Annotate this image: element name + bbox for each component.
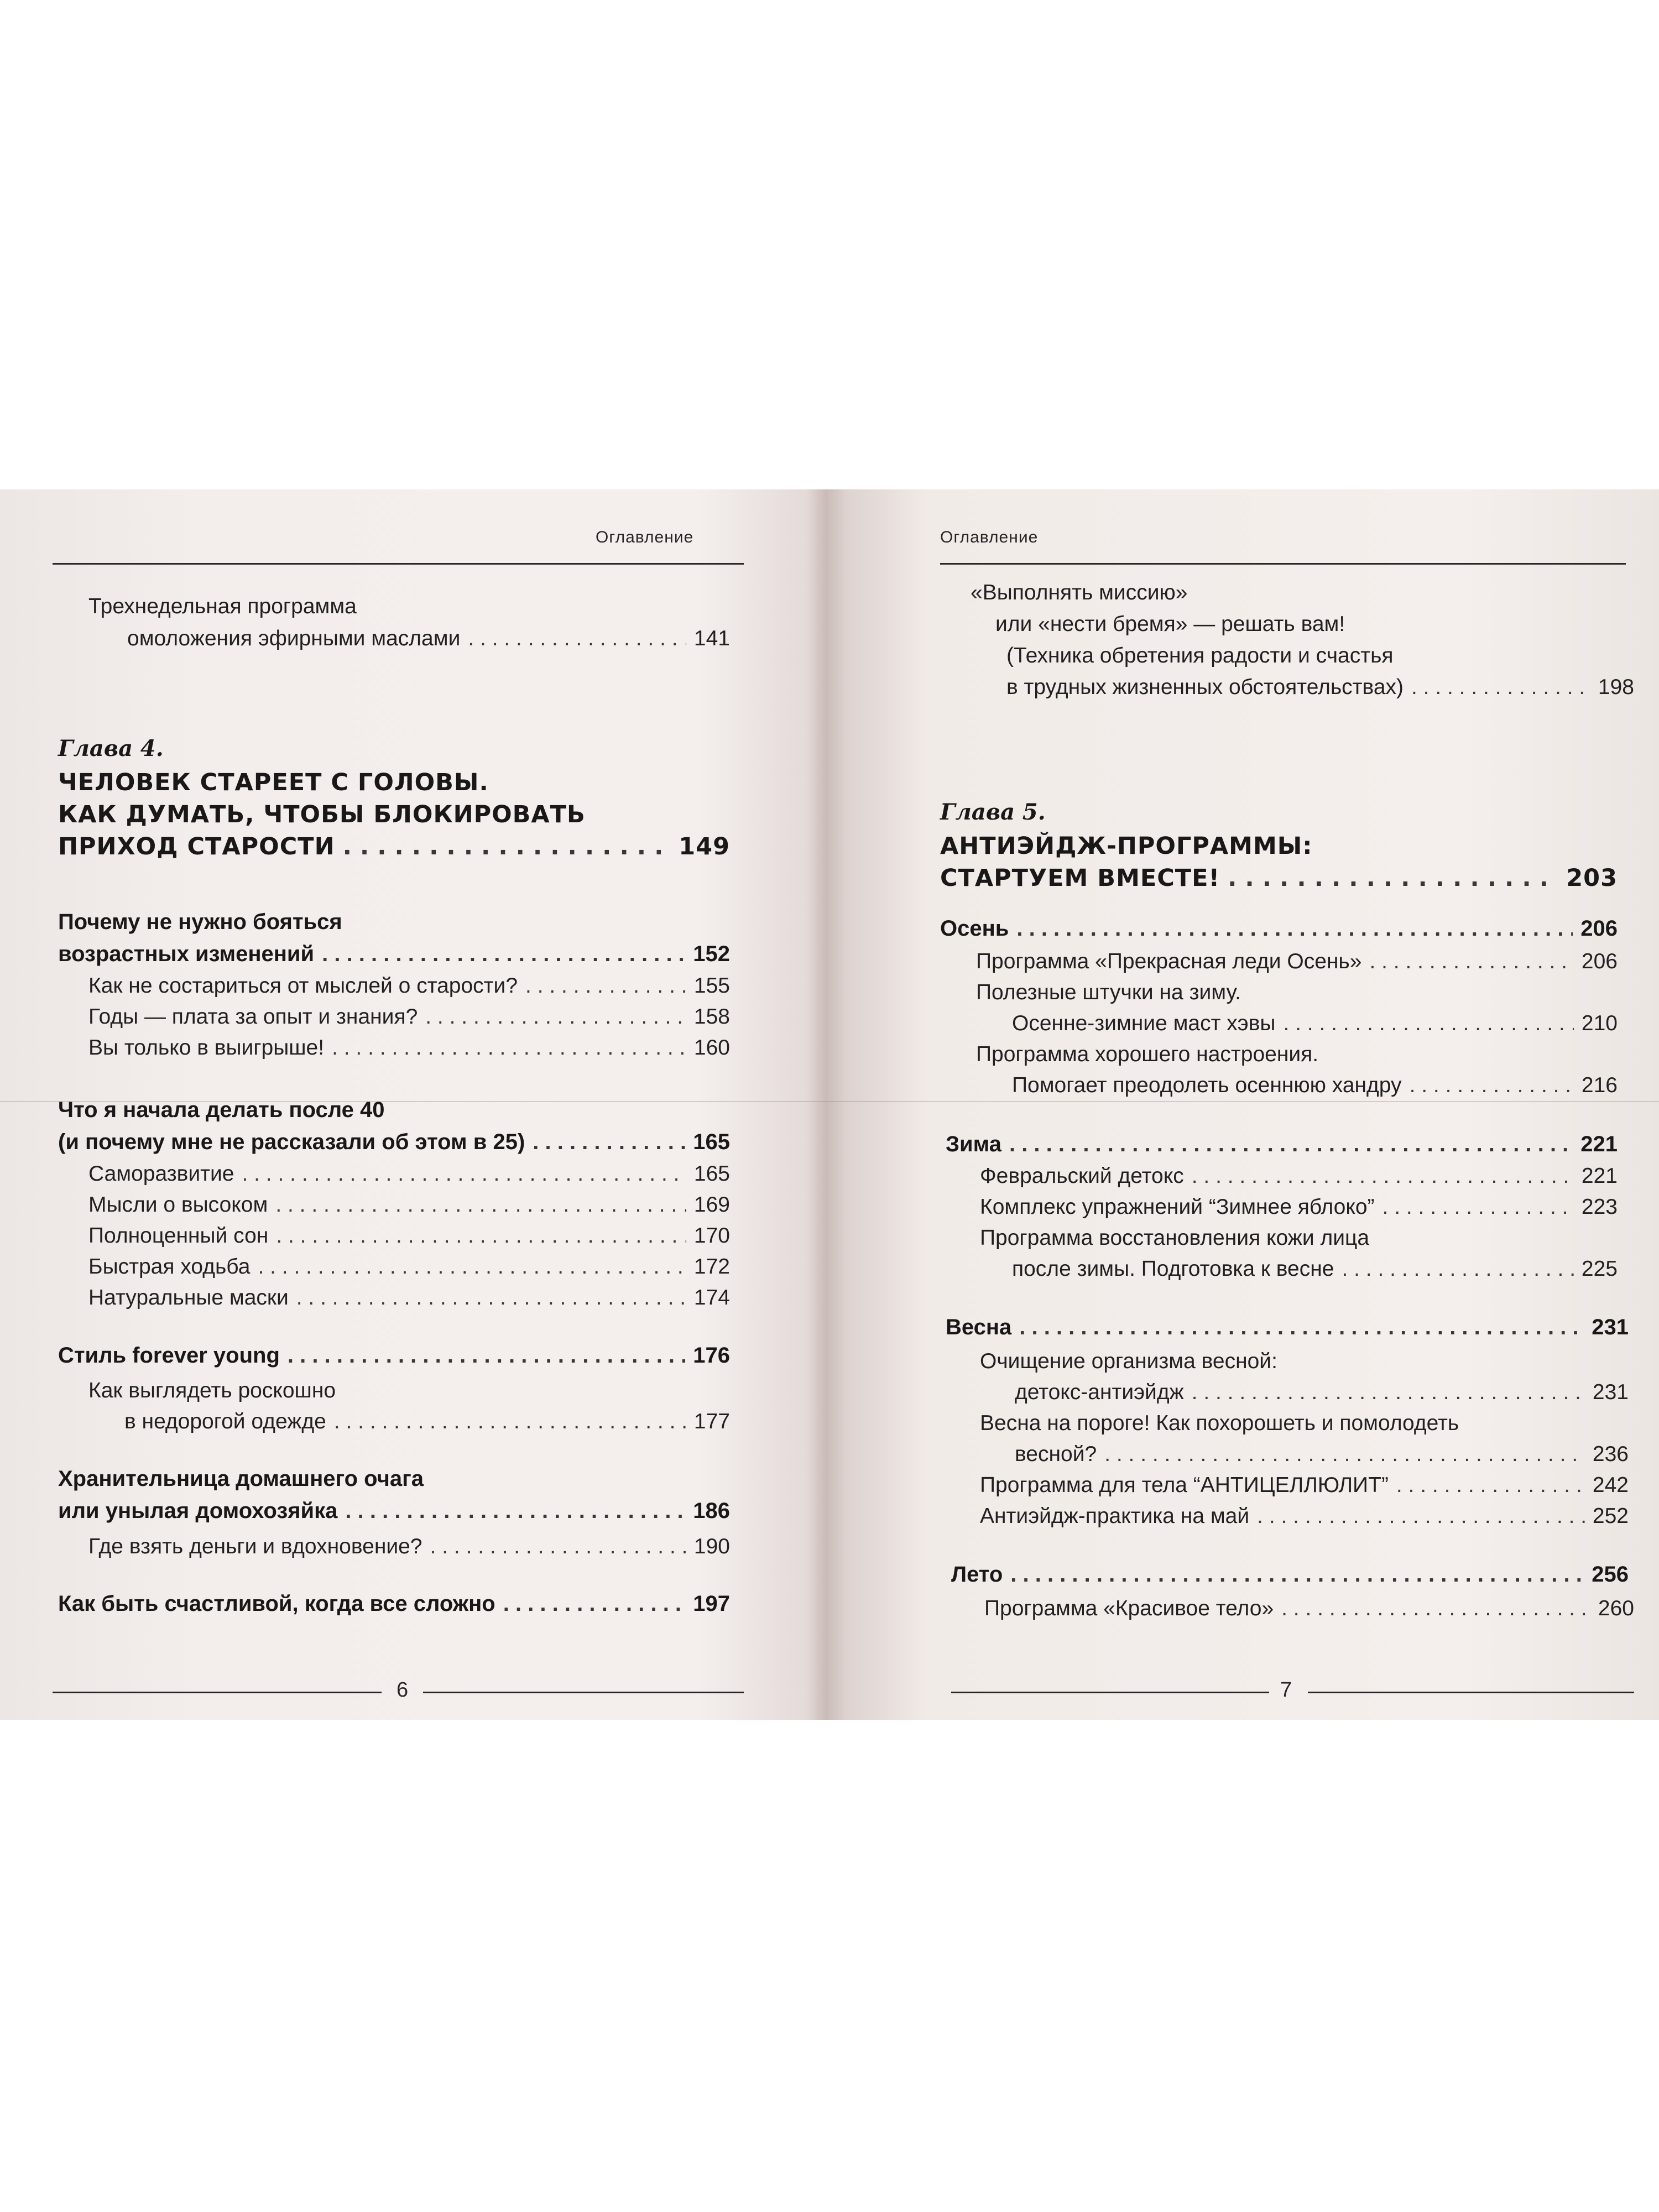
toc-entry: «Выполнять миссию»	[971, 581, 1188, 604]
footer-rule-right	[1308, 1692, 1634, 1693]
toc-entry: Где взять деньги и вдохновение? . . . 190	[88, 1535, 730, 1566]
toc-entry: Весна на пороге! Как похорошеть и помолодеть	[980, 1411, 1459, 1435]
toc-entry: детокс-антиэйдж . . . 231	[1015, 1380, 1629, 1411]
footer-rule-left	[53, 1692, 382, 1693]
toc-entry: после зимы. Подготовка к весне . . . 225	[1012, 1257, 1618, 1288]
toc-entry: Программа хорошего настроения.	[976, 1042, 1319, 1066]
toc-entry: Как не состариться от мыслей о старости? . . . 155	[88, 974, 730, 1005]
header-rule-right	[940, 563, 1626, 565]
toc-entry: в недорогой одежде . . . 177	[124, 1410, 730, 1441]
toc-section: Зима . . . 221	[946, 1132, 1618, 1163]
toc-section: Почему не нужно бояться	[58, 910, 342, 934]
chapter-label: Глава 4.	[58, 735, 164, 761]
toc-section: или унылая домохозяйка . . . 186	[58, 1499, 730, 1530]
toc-entry: Программа «Прекрасная леди Осень» . . . 206	[976, 950, 1618, 980]
footer-rule-left	[423, 1692, 744, 1693]
toc-section: Весна . . . 231	[946, 1315, 1629, 1346]
toc-entry: Осенне-зимние маст хэвы . . . 210	[1012, 1011, 1618, 1042]
toc-entry: Как выглядеть роскошно	[88, 1379, 336, 1402]
toc-section: Стиль forever young . . . 176	[58, 1343, 730, 1374]
toc-entry: Вы только в выигрыше! . . . 160	[88, 1036, 730, 1067]
toc-entry: Натуральные маски . . . 174	[88, 1286, 730, 1317]
toc-entry: Полезные штучки на зиму.	[976, 980, 1241, 1004]
chapter-title: СТАРТУЕМ ВМЕСТЕ! . . . 203	[940, 864, 1618, 895]
toc-section: Хранительница домашнего очага	[58, 1467, 424, 1491]
toc-entry: Помогает преодолеть осеннюю хандру . . . 216	[1012, 1073, 1618, 1104]
toc-entry: омоложения эфирными маслами . . . 141	[127, 627, 730, 658]
toc-entry: Февральский детокс . . . 221	[980, 1164, 1618, 1195]
toc-section: (и почему мне не рассказали об этом в 25) . . . 165	[58, 1130, 730, 1161]
chapter-title: АНТИЭЙДЖ-ПРОГРАММЫ:	[940, 832, 1313, 860]
right-page	[841, 489, 1659, 1720]
toc-entry: Годы — плата за опыт и знания? . . . 158	[88, 1005, 730, 1036]
page-number-right: 7	[1280, 1678, 1292, 1702]
toc-entry: Программа для тела “АНТИЦЕЛЛЮЛИТ” . . . 242	[980, 1473, 1629, 1504]
toc-entry: Программа «Красивое тело» . . . 260	[984, 1597, 1634, 1627]
toc-entry: Саморазвитие . . . 165	[88, 1162, 730, 1193]
toc-section: возрастных изменений . . . 152	[58, 942, 730, 973]
toc-entry: в трудных жизненных обстоятельствах) . . . 198	[1006, 675, 1634, 706]
toc-entry: Быстрая ходьба . . . 172	[88, 1255, 730, 1286]
chapter-title: КАК ДУМАТЬ, ЧТОБЫ БЛОКИРОВАТЬ	[58, 801, 586, 828]
toc-entry: Полноценный сон . . . 170	[88, 1224, 730, 1255]
header-rule-left	[53, 563, 744, 565]
page-number-left: 6	[397, 1678, 409, 1702]
toc-entry: Мысли о высоком . . . 169	[88, 1193, 730, 1224]
toc-entry: Антиэйдж-практика на май . . . 252	[980, 1504, 1629, 1535]
toc-section: Осень . . . 206	[940, 916, 1618, 947]
toc-section: Что я начала делать после 40	[58, 1098, 385, 1122]
toc-section: Как быть счастливой, когда все сложно . . . 197	[58, 1592, 730, 1623]
toc-entry: Комплекс упражнений “Зимнее яблоко” . . . 223	[980, 1195, 1618, 1226]
toc-entry: Трехнедельная программа	[88, 594, 357, 618]
chapter-label: Глава 5.	[940, 799, 1046, 825]
left-page	[0, 489, 818, 1720]
toc-entry: Программа восстановления кожи лица	[980, 1226, 1370, 1250]
toc-entry: Очищение организма весной:	[980, 1349, 1277, 1373]
book-spread	[0, 489, 1659, 1720]
toc-section: Лето . . . 256	[951, 1562, 1629, 1593]
chapter-title: ПРИХОД СТАРОСТИ . . . 149	[58, 833, 730, 864]
toc-entry: весной? . . . 236	[1015, 1442, 1629, 1473]
chapter-title: ЧЕЛОВЕК СТАРЕЕТ С ГОЛОВЫ.	[58, 769, 489, 796]
toc-entry: или «нести бремя» — решать вам!	[995, 612, 1345, 636]
running-head-left: Оглавление	[596, 528, 694, 546]
footer-rule-right	[951, 1692, 1269, 1693]
running-head-right: Оглавление	[940, 528, 1039, 546]
toc-entry: (Техника обретения радости и счастья	[1006, 644, 1394, 667]
